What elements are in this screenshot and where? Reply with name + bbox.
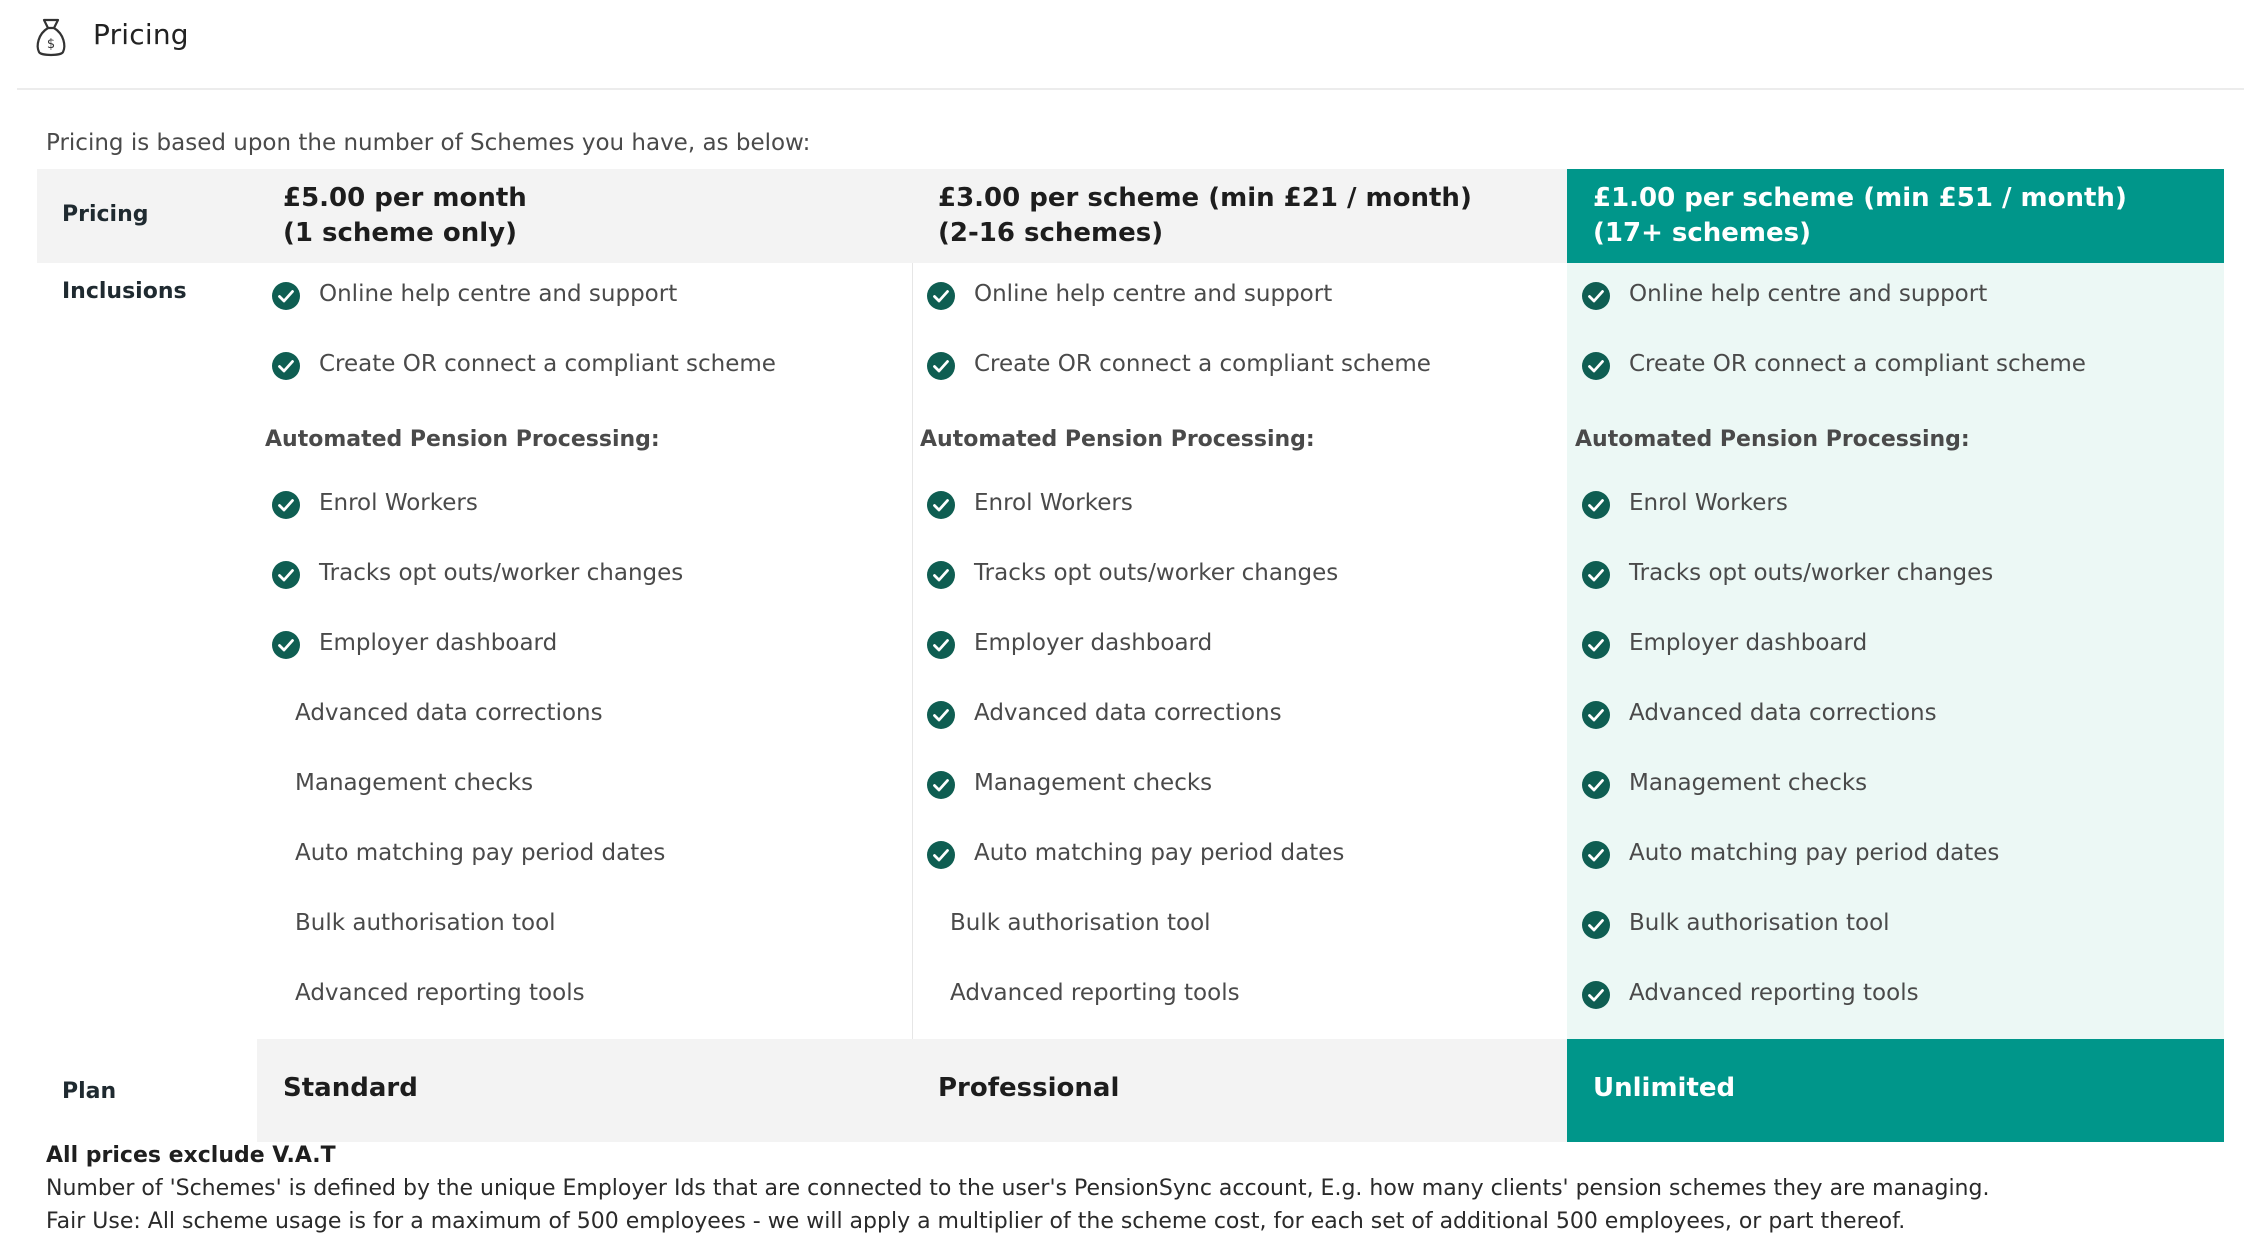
feature-item	[1567, 906, 2207, 946]
features-cell-professional	[912, 263, 1567, 1039]
price-line-2: (17+ schemes)	[1593, 218, 1812, 248]
plan-cell-professional	[912, 1039, 1567, 1142]
feature-label: Employer dashboard	[319, 630, 558, 656]
feature-label: Auto matching pay period dates	[974, 840, 1345, 866]
feature-label: Auto matching pay period dates	[1629, 840, 2000, 866]
check-circle-icon	[271, 351, 301, 381]
check-circle-icon	[926, 351, 956, 381]
feature-label: Tracks opt outs/worker changes	[974, 560, 1339, 586]
feature-item	[912, 766, 1552, 806]
price-cell-professional	[912, 169, 1567, 263]
pricing-table	[37, 169, 2224, 1133]
feature-label: Online help centre and support	[319, 281, 678, 307]
feature-item	[1567, 626, 2207, 666]
feature-label: Employer dashboard	[974, 630, 1213, 656]
price-text	[1593, 181, 2127, 251]
plan-name: Standard	[283, 1073, 418, 1103]
plan-name: Professional	[938, 1073, 1120, 1103]
feature-subheading: Automated Pension Processing:	[920, 427, 1315, 452]
check-circle-icon	[271, 490, 301, 520]
check-circle-icon	[1581, 840, 1611, 870]
check-circle-icon	[1581, 560, 1611, 590]
feature-item	[912, 556, 1552, 596]
feature-label: Online help centre and support	[1629, 281, 1988, 307]
plan-row-label: Plan	[62, 1079, 117, 1104]
check-circle-icon	[926, 840, 956, 870]
price-line-1: £5.00 per month	[283, 183, 527, 213]
feature-item	[912, 486, 1552, 526]
check-circle-icon	[1581, 910, 1611, 940]
price-text	[283, 181, 527, 251]
feature-item	[1567, 696, 2207, 736]
feature-item	[1567, 486, 2207, 526]
feature-label: Bulk authorisation tool	[1629, 910, 1890, 936]
feature-item	[257, 277, 897, 317]
pricing-intro: Pricing is based upon the number of Schemes you have, as below:	[46, 130, 811, 156]
feature-label: Tracks opt outs/worker changes	[1629, 560, 1994, 586]
price-line-2: (1 scheme only)	[283, 218, 517, 248]
feature-item	[912, 626, 1552, 666]
plan-name: Unlimited	[1593, 1073, 1736, 1103]
feature-label: Management checks	[295, 770, 534, 796]
feature-label: Management checks	[974, 770, 1213, 796]
feature-item	[912, 277, 1552, 317]
check-circle-icon	[1581, 630, 1611, 660]
price-cell-standard	[257, 169, 912, 263]
check-circle-icon	[1581, 351, 1611, 381]
feature-label: Tracks opt outs/worker changes	[319, 560, 684, 586]
check-circle-icon	[271, 560, 301, 590]
feature-label: Advanced data corrections	[1629, 700, 1937, 726]
feature-label: Enrol Workers	[319, 490, 478, 516]
feature-item	[912, 347, 1552, 387]
feature-label: Advanced data corrections	[974, 700, 1282, 726]
check-circle-icon	[1581, 700, 1611, 730]
feature-item	[912, 696, 1552, 736]
feature-label: Bulk authorisation tool	[950, 910, 1211, 936]
check-circle-icon	[926, 490, 956, 520]
feature-item	[912, 906, 1552, 946]
svg-text:$: $	[46, 37, 56, 52]
price-text	[938, 181, 1472, 251]
feature-label: Enrol Workers	[1629, 490, 1788, 516]
feature-item	[1567, 556, 2207, 596]
check-circle-icon	[926, 560, 956, 590]
feature-label: Bulk authorisation tool	[295, 910, 556, 936]
page-title: Pricing	[93, 18, 189, 51]
plan-cell-unlimited	[1567, 1039, 2224, 1142]
features-cell-unlimited	[1567, 263, 2224, 1039]
feature-label: Advanced data corrections	[295, 700, 603, 726]
feature-item	[1567, 277, 2207, 317]
feature-label: Advanced reporting tools	[1629, 980, 1919, 1006]
check-circle-icon	[926, 770, 956, 800]
feature-item	[1567, 766, 2207, 806]
feature-label: Create OR connect a compliant scheme	[974, 351, 1431, 377]
feature-subheading: Automated Pension Processing:	[1575, 427, 1970, 452]
check-circle-icon	[926, 700, 956, 730]
feature-label: Management checks	[1629, 770, 1868, 796]
check-circle-icon	[926, 630, 956, 660]
feature-label: Create OR connect a compliant scheme	[319, 351, 776, 377]
check-circle-icon	[1581, 770, 1611, 800]
price-line-1: £1.00 per scheme (min £51 / month)	[1593, 183, 2127, 213]
plan-cell-standard	[257, 1039, 912, 1142]
check-circle-icon	[1581, 281, 1611, 311]
feature-item	[257, 486, 897, 526]
feature-item	[257, 836, 897, 876]
vat-note: All prices exclude V.A.T	[46, 1143, 336, 1168]
feature-item	[1567, 836, 2207, 876]
features-cell-standard	[257, 263, 912, 1039]
check-circle-icon	[926, 281, 956, 311]
pricing-row-label-cell	[37, 169, 257, 263]
pricing-row-label: Pricing	[62, 202, 149, 227]
feature-item	[257, 347, 897, 387]
fair-use-note: Fair Use: All scheme usage is for a maximum of 500 employees - we will apply a multiplier of the scheme cost, for each set of additional 500 employees, or part thereof.	[46, 1209, 1906, 1234]
feature-label: Enrol Workers	[974, 490, 1133, 516]
check-circle-icon	[1581, 490, 1611, 520]
feature-item	[257, 696, 897, 736]
feature-label: Online help centre and support	[974, 281, 1333, 307]
inclusions-row-label: Inclusions	[62, 279, 187, 304]
feature-item	[1567, 347, 2207, 387]
schemes-definition-note: Number of 'Schemes' is defined by the unique Employer Ids that are connected to the user's PensionSync account, E.g. how many clients' pension schemes they are managing.	[46, 1176, 1990, 1201]
feature-item	[912, 836, 1552, 876]
feature-subheading: Automated Pension Processing:	[265, 427, 660, 452]
feature-label: Create OR connect a compliant scheme	[1629, 351, 2086, 377]
check-circle-icon	[1581, 980, 1611, 1010]
feature-item	[912, 976, 1552, 1016]
price-cell-unlimited	[1567, 169, 2224, 263]
feature-item	[257, 906, 897, 946]
check-circle-icon	[271, 281, 301, 311]
plan-row-label-cell	[37, 1039, 257, 1142]
feature-label: Advanced reporting tools	[950, 980, 1240, 1006]
feature-item	[1567, 976, 2207, 1016]
panel-header	[17, 0, 2244, 90]
feature-item	[257, 626, 897, 666]
feature-item	[257, 766, 897, 806]
feature-item	[257, 556, 897, 596]
feature-label: Employer dashboard	[1629, 630, 1868, 656]
price-line-2: (2-16 schemes)	[938, 218, 1164, 248]
feature-label: Auto matching pay period dates	[295, 840, 666, 866]
price-line-1: £3.00 per scheme (min £21 / month)	[938, 183, 1472, 213]
feature-item	[257, 976, 897, 1016]
inclusions-row-label-cell	[37, 263, 257, 1039]
money-bag-icon	[33, 16, 69, 58]
check-circle-icon	[271, 630, 301, 660]
feature-label: Advanced reporting tools	[295, 980, 585, 1006]
